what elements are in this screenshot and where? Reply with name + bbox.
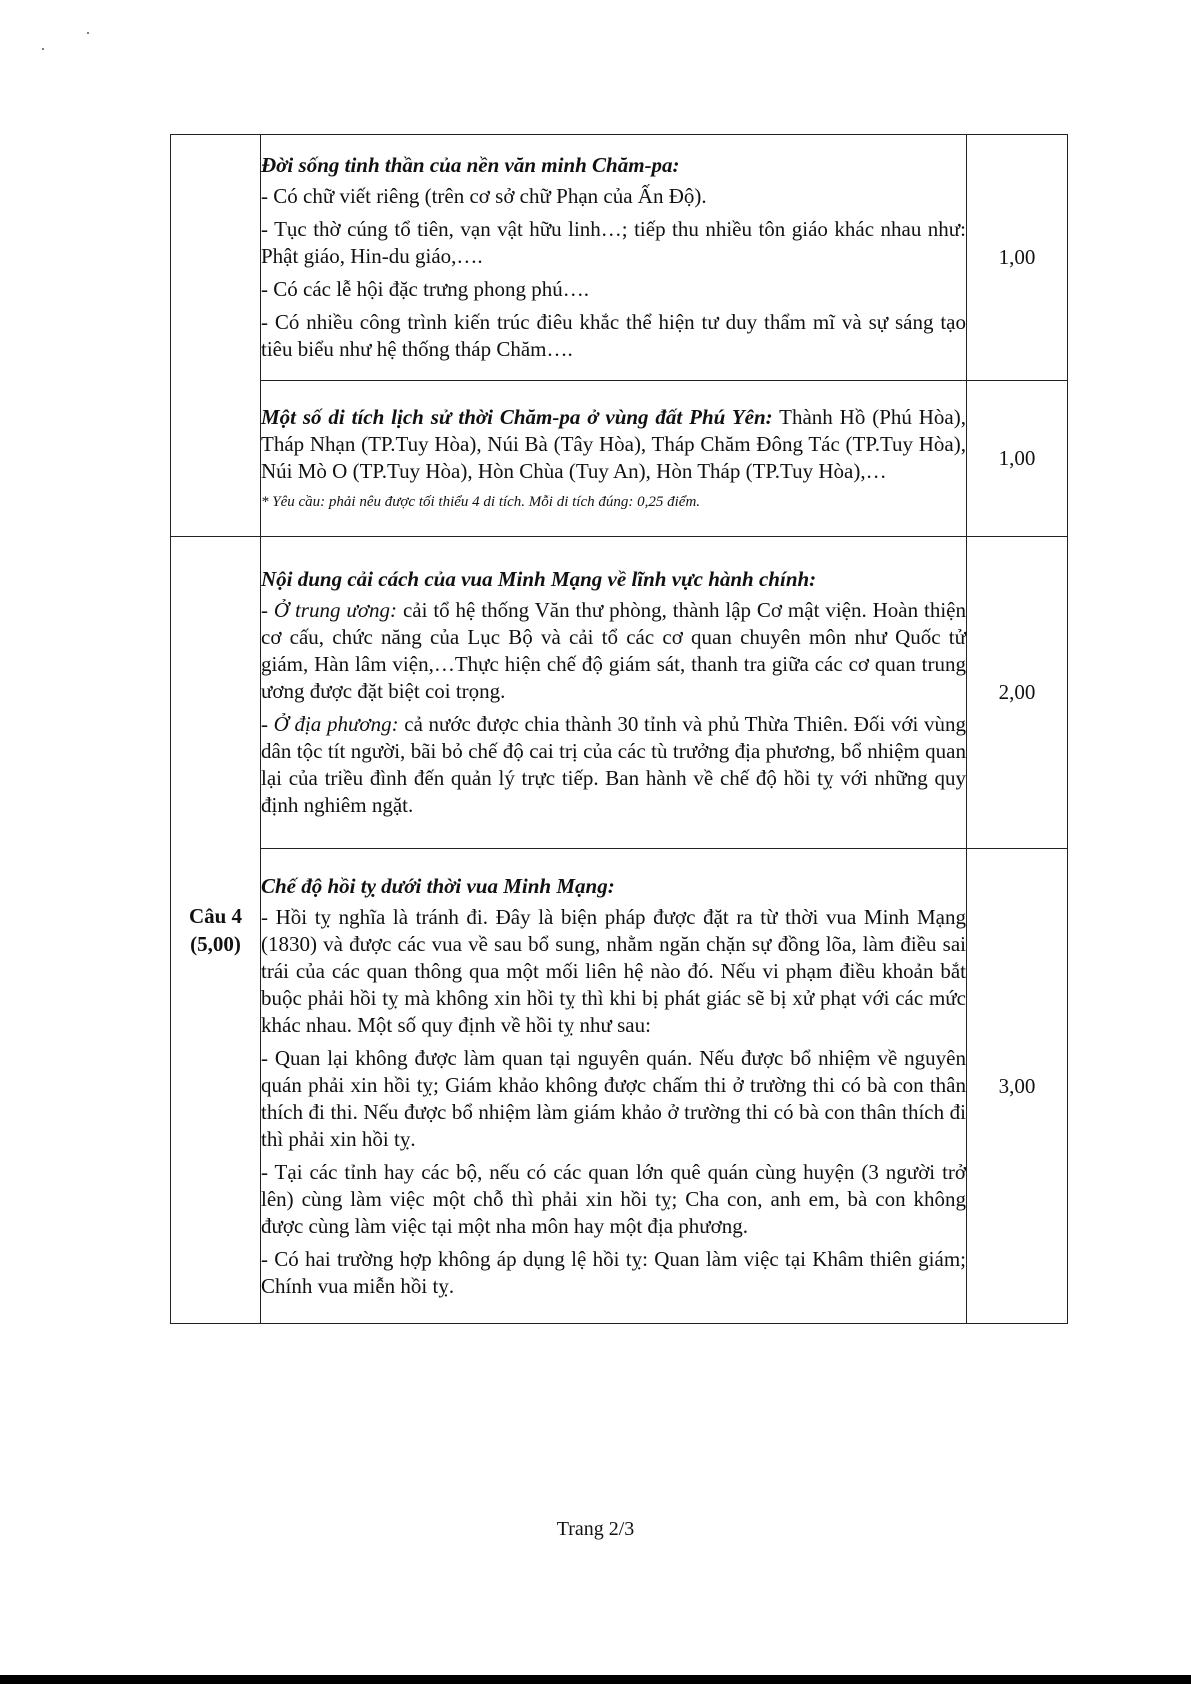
answer-line: - Có hai trường hợp không áp dụng lệ hồi tỵ: Quan làm việc tại Khâm thiên giám; Chính vua miễn hồi tỵ. [261,1246,966,1298]
site-list: Thành Hồ (Phú Hòa), Tháp Nhạn (TP.Tuy Hòa), Núi Bà (Tây Hòa), Tháp Chăm Đông Tác (TP.Tuy Hòa), Núi Mò O (TP.Tuy Hòa), Hòn Chùa (Tuy An), Hòn Tháp (TP.Tuy Hòa),… [261,405,966,483]
scan-edge [0,1675,1191,1684]
table-row [171,849,1068,1324]
score-cell: 2,00 [967,537,1068,849]
page-number: Trang 2/3 [556,1518,635,1540]
answer-cell [261,135,967,381]
subheading: Ở trung ương: [273,598,398,622]
question-cell [171,537,261,1324]
table-row [171,381,1068,537]
section-heading: Một số di tích lịch sử thời Chăm-pa ở vùng đất Phú Yên: [261,405,773,429]
answer-line: - Có nhiều công trình kiến trúc điêu khắc thể hiện tư duy thẩm mĩ và sự sáng tạo tiêu biểu như hệ thống tháp Chăm…. [261,310,966,361]
grading-note: * Yêu cầu: phải nêu được tối thiểu 4 di tích. Mỗi di tích đúng: 0,25 điểm. [261,494,701,510]
answer-line: - Có các lễ hội đặc trưng phong phú…. [261,277,590,301]
answer-line: - Hồi tỵ nghĩa là tránh đi. Đây là biện pháp được đặt ra từ thời vua Minh Mạng (1830) và được các vua về sau bổ sung, nhằm ngăn chặn sự đồng lõa, làm điều sai trái của các quan thông qua một mối liên hệ nào đó. Nếu vi phạm điều khoản bắt buộc phải hồi tỵ mà không xin hồi tỵ thì khi bị phát giác sẽ bị xử phạt với các mức khác nhau. Một số quy định về hồi tỵ như sau: [261,904,966,1037]
scan-speck [87,32,89,34]
table-row [171,537,1068,849]
answer-cell [261,849,967,1324]
score-cell: 3,00 [967,849,1068,1324]
section-heading: Nội dung cải cách của vua Minh Mạng về lĩnh vực hành chính: [261,567,817,591]
answer-line [261,404,966,485]
answer-line: - Tục thờ cúng tổ tiên, vạn vật hữu linh…; tiếp thu nhiều tôn giáo khác nhau như: Phật giáo, Hin-du giáo,…. [261,217,966,268]
score-cell: 1,00 [967,381,1068,537]
answer-cell [261,537,967,849]
answer-line: - Ở trung ương: cải tổ hệ thống Văn thư phòng, thành lập Cơ mật viện. Hoàn thiện cơ cấu, chức năng của Lục Bộ và cải tổ các cơ quan chuyên môn như Quốc tử giám, Hàn lâm viện,…Thực hiện chế độ giám sát, thanh tra giữa các cơ quan trung ương được đặt biệt coi trọng. [261,598,967,703]
answer-cell [261,381,967,537]
score-cell: 1,00 [967,135,1068,381]
answer-line: - Quan lại không được làm quan tại nguyên quán. Nếu được bổ nhiệm về nguyên quán phải xin hồi tỵ; Giám khảo không được chấm thi ở trường thi có bà con thân thích đi thi. Nếu được bổ nhiệm làm giám khảo ở trường thi có bà con thân thích đi thì phải xin hồi tỵ. [261,1045,966,1151]
answer-line: - Có chữ viết riêng (trên cơ sở chữ Phạn của Ấn Độ). [261,184,707,208]
question-points: (5,00) [190,932,241,956]
question-cell-empty [171,135,261,537]
answer-line: - Ở địa phương: cả nước được chia thành 30 tỉnh và phủ Thừa Thiên. Đối với vùng dân tộc tít người, bãi bỏ chế độ cai trị của các tù trưởng địa phương, bổ nhiệm quan lại của triều đình đến quản lý trực tiếp. Ban hành về chế độ hồi tỵ với những quy định nghiêm ngặt. [261,712,967,817]
table-row [171,135,1068,381]
subheading: Ở địa phương: [273,712,399,736]
answer-line: - Tại các tỉnh hay các bộ, nếu có các quan lớn quê quán cùng huyện (3 người trở lên) cùng làm việc một chỗ thì phải xin hồi tỵ; Cha con, anh em, bà con không được cùng làm việc tại một nha môn hay một địa phương. [261,1159,966,1238]
scan-speck [42,48,44,50]
answer-table [170,134,1068,1324]
question-number: Câu 4 [188,904,243,928]
section-heading: Chế độ hồi tỵ dưới thời vua Minh Mạng: [261,873,615,898]
section-heading: Đời sống tinh thần của nền văn minh Chăm-pa: [261,153,680,177]
